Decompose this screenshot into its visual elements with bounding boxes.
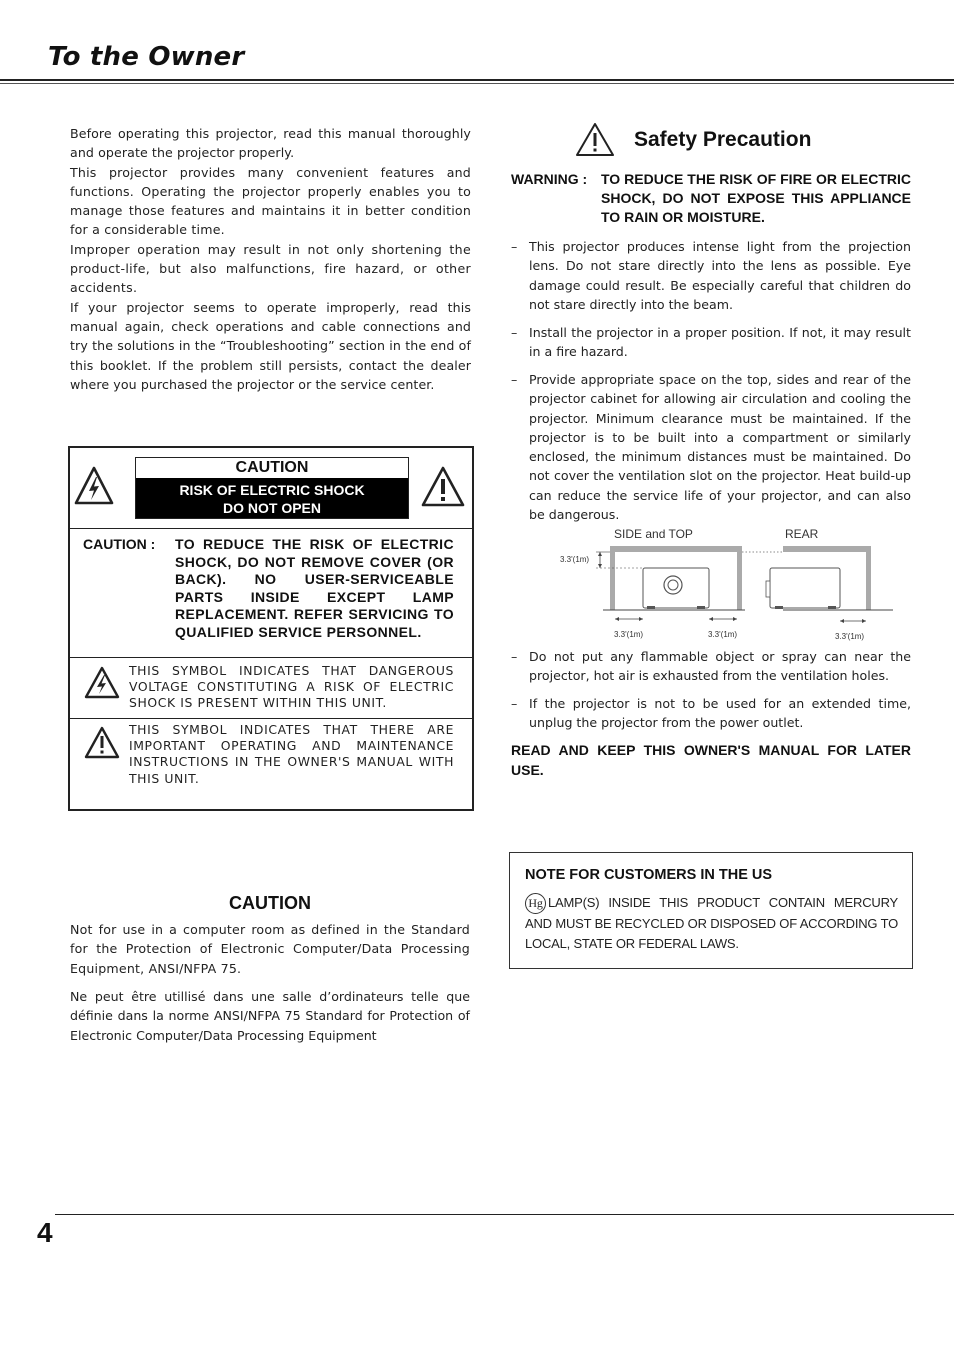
exclamation-warning-icon [575,122,615,158]
label-side-top: SIDE and TOP [614,527,693,541]
caution-box [68,446,474,811]
caution-divider [70,718,472,719]
dim-left-label: 3.3'(1m) [614,630,644,639]
clearance-diagram [555,523,900,648]
caution-label-box [135,457,409,519]
list-dash: – [511,372,518,387]
safety-heading: Safety Precaution [634,128,812,151]
risk-label [136,478,408,518]
list-dash: – [511,239,518,254]
mercury-hg-icon: Hg [525,893,546,914]
symbol-instructions-text: THIS SYMBOL INDICATES THAT THERE ARE IMPORTANT OPERATING AND MAINTENANCE INSTRUCTIONS IN THE OWNER'S MANUAL WITH THIS UNIT. [129,722,454,786]
page-number: 4 [37,1217,53,1248]
intro-text [70,124,471,394]
read-keep-notice: READ AND KEEP THIS OWNER'S MANUAL FOR LATER USE. [511,742,911,778]
warning-text: TO REDUCE THE RISK OF FIRE OR ELECTRIC SHOCK, DO NOT EXPOSE THIS APPLIANCE TO RAIN OR MOISTURE. [601,171,911,225]
list-item [511,370,911,524]
symbol-voltage-text: THIS SYMBOL INDICATES THAT DANGEROUS VOLTAGE CONSTITUTING A RISK OF ELECTRIC SHOCK IS PRESENT WITHIN THIS UNIT. [129,663,454,711]
risk-line-1: RISK OF ELECTRIC SHOCK [179,482,365,498]
dim-right-label: 3.3'(1m) [708,630,738,639]
caution-label: CAUTION [235,459,309,476]
caution-text-english: Not for use in a computer room as defined in the Standard for the Protection of Electronic Computer/Data Processing Equipment, ANSI/NFPA 75. [70,922,470,976]
projector-side-icon [766,568,840,609]
list-item [511,323,911,362]
note-heading: NOTE FOR CUSTOMERS IN THE US [525,867,773,883]
note-text: LAMP(S) INSIDE THIS PRODUCT CONTAIN MERCURY AND MUST BE RECYCLED OR DISPOSED OF ACCORDING TO LOCAL, STATE OR FEDERAL LAWS. [525,895,898,952]
caution-divider [70,528,472,529]
dim-top-label: 3.3'(1m) [560,555,590,564]
dim-rear-label: 3.3'(1m) [835,632,865,641]
warning-key: WARNING : [511,171,588,187]
list-dash: – [511,325,518,340]
caution-heading: CAUTION [229,893,311,913]
risk-line-2: DO NOT OPEN [222,500,321,516]
intro-paragraph: Before operating this projector, read this manual thoroughly and operate the projector properly. [70,126,471,161]
lightning-warning-icon [84,666,120,700]
list-item [511,237,911,314]
lightning-warning-icon [74,466,114,506]
intro-paragraph: This projector provides many convenient features and functions. Operating the projector properly enables you to manage those features and maintains it in better condition for a considerable time. [70,164,471,238]
list-item-text: Do not put any flammable object or spray can near the projector, hot air is exhausted from the ventilation holes. [529,649,911,684]
caution-text-french: Ne peut être utillisé dans une salle d’ordinateurs telle que définie dans la norme ANSI/NFPA 75 Standard for Protection of Electronic Computer/Data Processing Equipment [70,989,470,1043]
list-item [511,647,911,686]
exclamation-warning-icon [84,726,120,760]
list-item-text: If the projector is not to be used for an extended time, unplug the projector from the power outlet. [529,696,911,731]
label-rear: REAR [785,527,819,541]
exclamation-warning-icon [421,466,465,508]
note-box [509,852,913,969]
caution-divider [70,657,472,658]
projector-front-icon [643,568,709,609]
intro-paragraph: Improper operation may result in not only shortening the product-life, but also malfunctions, fire hazard, or other accidents. [70,241,471,296]
header-rule-thin [0,83,954,84]
caution-text: TO REDUCE THE RISK OF ELECTRIC SHOCK, DO NOT REMOVE COVER (OR BACK). NO USER-SERVICEABLE PARTS INSIDE EXCEPT LAMP REPLACEMENT. REFER SERVICING TO QUALIFIED SERVICE PERSONNEL. [175,536,454,640]
header-rule [0,79,954,81]
list-item [511,694,911,733]
caution-key: CAUTION : [83,536,156,552]
list-item-text: This projector produces intense light from the projection lens. Do not stare directly into the lens as possible. Eye damage could result. Be especially careful that children do not stare directly into the beam. [529,239,911,312]
page-title: To the Owner [48,42,245,72]
list-item-text: Provide appropriate space on the top, sides and rear of the projector cabinet for allowing air circulation and cooling the projector. Minimum clearance must be maintained. If the projector is to be built into a compartment or similarly enclosed, the minimum distances must be maintained. Do not cover the ventilation slot on the projector. Heat build-up can reduce the service life of your projector, and can also be dangerous. [529,372,911,523]
note-text-block [525,893,898,954]
list-dash: – [511,649,518,664]
list-item-text: Install the projector in a proper position. If not, it may result in a fire hazard. [529,325,911,360]
intro-paragraph: If your projector seems to operate improperly, read this manual again, check operations and cable connections and try the solutions in the “Troubleshooting” section in the end of this booklet. If the problem still persists, contact the dealer where you purchased the projector or the service center. [70,299,471,392]
list-dash: – [511,696,518,711]
footer-rule [55,1214,954,1215]
